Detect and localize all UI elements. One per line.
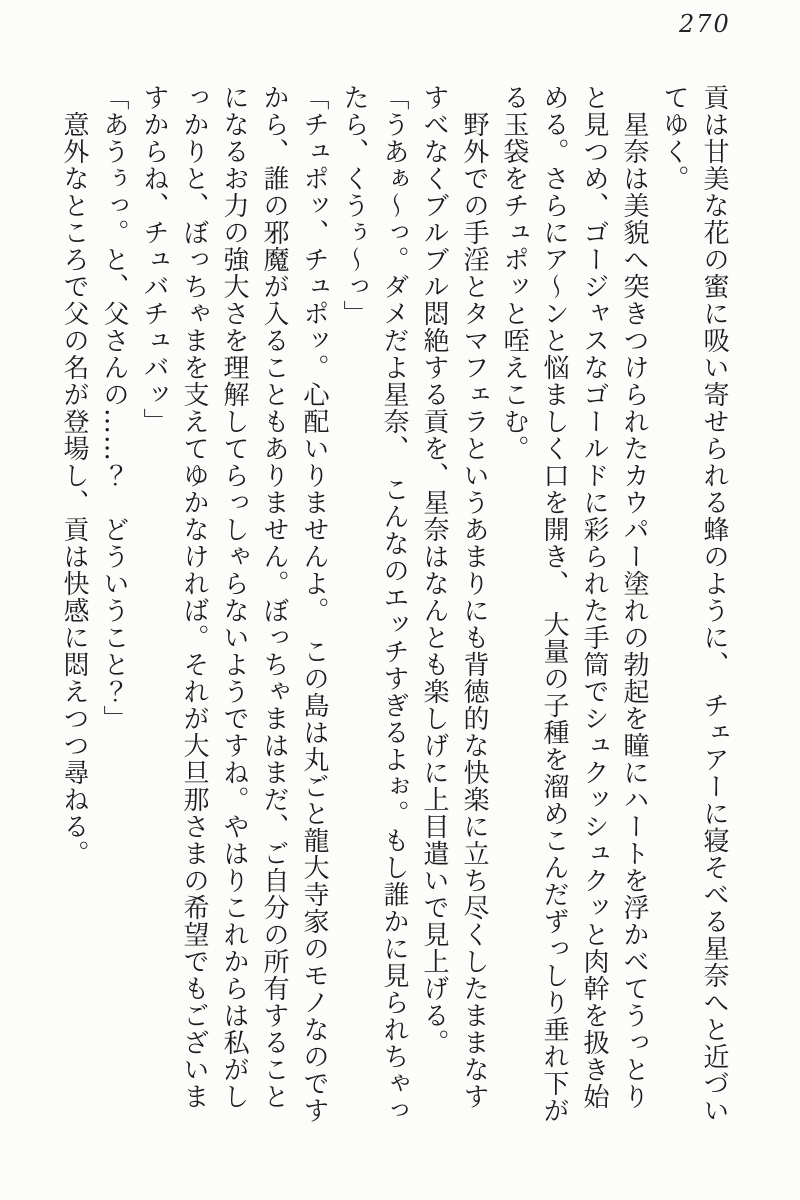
text-line-2: てゆく。 xyxy=(659,84,689,192)
text-line-13: になるお力の強大さを理解してらっしゃらないようですね。やはりこれからは私がし xyxy=(219,84,249,1110)
text-line-1: 貢は甘美な花の蜜に吸い寄せられる蜂のように、 チェアーに寝そべる星奈へと近づい xyxy=(699,84,729,1124)
text-line-14: っかりと、ぼっちゃまを支えてゆかなければ。それが大旦那さまの希望でもございま xyxy=(179,84,209,1110)
text-line-8: すべなくブルブル悶絶する貢を、星奈はなんとも楽しげに上目遣いで見上げる。 xyxy=(419,84,449,1056)
text-line-11: 「チュポッ、チュポッ。心配いりませんよ。 この島は丸ごと龍大寺家のモノなのです xyxy=(299,84,329,1124)
text-line-4: と見つめ、ゴージャスなゴールドに彩られた手筒でシュクッシュクッと肉幹を扱き始 xyxy=(579,84,609,1110)
text-line-17: 意外なところで父の名が登場し、貢は快感に悶えつつ尋ねる。 xyxy=(59,84,89,867)
text-line-16: 「あうぅっ。と、父さんの……？ どういうこと？」 xyxy=(99,84,129,732)
text-line-3: 星奈は美貌へ突きつけられたカウパー塗れの勃起を瞳にハートを浮かべてうっとり xyxy=(619,84,649,1110)
text-line-12: から、誰の邪魔が入ることもありません。ぼっちゃまはまだ、ご自分の所有すること xyxy=(259,84,289,1110)
text-line-15: すからね、チュバチュバッ」 xyxy=(139,84,169,435)
page-number: 270 xyxy=(679,10,731,38)
text-block xyxy=(54,84,734,1146)
text-line-6: る玉袋をチュポッと咥えこむ。 xyxy=(499,84,529,462)
text-line-10: たら、くうぅ～っ」 xyxy=(339,84,369,327)
text-line-9: 「うあぁ～っ。ダメだよ星奈、 こんなのエッチすぎるよぉ。もし誰かに見られちゃっ xyxy=(379,84,409,1124)
text-line-7: 野外での手淫とタマフェラというあまりにも背徳的な快楽に立ち尽くしたままなす xyxy=(459,84,489,1110)
text-line-5: める。さらにア～ンと悩ましく口を開き、 大量の子種を溜めこんだずっしり垂れ下が xyxy=(539,84,569,1124)
